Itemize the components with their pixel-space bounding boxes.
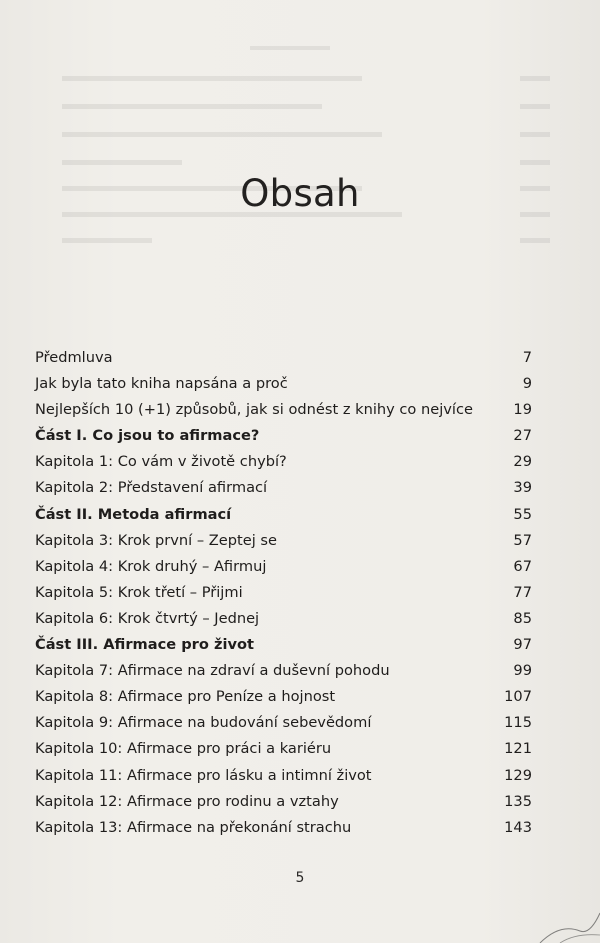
toc-entry-page: 99 xyxy=(513,662,532,680)
toc-entry-label: Kapitola 7: Afirmace na zdraví a duševní pohodu xyxy=(35,662,390,680)
table-of-contents xyxy=(35,345,532,841)
toc-entry-label: Nejlepších 10 (+1) způsobů, jak si odnést z knihy co nejvíce xyxy=(35,401,473,419)
toc-entry-page: 115 xyxy=(504,714,532,732)
toc-entry-label: Kapitola 2: Představení afirmací xyxy=(35,479,268,497)
toc-entry-page: 67 xyxy=(513,557,532,575)
toc-entry xyxy=(35,528,532,554)
toc-entry-label: Kapitola 13: Afirmace na překonání strachu xyxy=(35,818,352,836)
page-number: 5 xyxy=(295,870,305,886)
toc-entry xyxy=(35,606,532,632)
toc-entry-page: 77 xyxy=(513,583,532,601)
bleed-through-lines xyxy=(0,40,600,260)
toc-entry-page: 143 xyxy=(504,818,532,836)
toc-entry xyxy=(35,789,532,815)
toc-part-heading xyxy=(35,632,532,658)
toc-entry-page: 19 xyxy=(513,401,532,419)
toc-entry-page: 129 xyxy=(504,766,532,784)
toc-entry xyxy=(35,710,532,736)
toc-entry-label: Kapitola 6: Krok čtvrtý – Jednej xyxy=(35,609,260,627)
toc-entry xyxy=(35,449,532,475)
toc-entry-label: Předmluva xyxy=(35,349,113,366)
pen-scribble-mark xyxy=(520,883,600,943)
toc-entry-label: Kapitola 10: Afirmace pro práci a kariéru xyxy=(35,740,332,758)
toc-entry-page: 9 xyxy=(522,375,532,393)
toc-entry-page: 27 xyxy=(513,427,532,445)
toc-entry xyxy=(35,475,532,501)
toc-entry xyxy=(35,658,532,684)
toc-entry-label: Kapitola 8: Afirmace pro Peníze a hojnost xyxy=(35,688,336,706)
toc-entry-label: Část I. Co jsou to afirmace? xyxy=(35,427,260,445)
toc-entry-page: 39 xyxy=(513,479,532,497)
toc-entry-label: Jak byla tato kniha napsána a proč xyxy=(35,375,288,393)
toc-entry-page: 135 xyxy=(504,792,532,810)
toc-entry-label: Kapitola 11: Afirmace pro lásku a intimní život xyxy=(35,766,372,784)
toc-entry-label: Část II. Metoda afirmací xyxy=(35,505,232,523)
toc-entry xyxy=(35,397,532,423)
toc-entry-page: 121 xyxy=(504,740,532,758)
toc-entry-label: Kapitola 1: Co vám v životě chybí? xyxy=(35,453,287,471)
toc-entry xyxy=(35,554,532,580)
toc-entry xyxy=(35,736,532,762)
toc-entry-label: Kapitola 3: Krok první – Zeptej se xyxy=(35,531,277,549)
toc-entry-page: 57 xyxy=(513,531,532,549)
toc-entry xyxy=(35,580,532,606)
toc-entry-label: Kapitola 9: Afirmace na budování sebevědomí xyxy=(35,714,372,732)
toc-entry-label: Část III. Afirmace pro život xyxy=(35,636,254,654)
toc-entry-label: Kapitola 4: Krok druhý – Afirmuj xyxy=(35,557,267,575)
toc-entry-page: 7 xyxy=(522,349,532,366)
toc-entry xyxy=(35,684,532,710)
toc-part-heading xyxy=(35,502,532,528)
page-title: Obsah xyxy=(240,172,360,215)
toc-entry-label: Kapitola 5: Krok třetí – Přijmi xyxy=(35,583,243,601)
toc-entry-page: 55 xyxy=(513,505,532,523)
toc-entry xyxy=(35,345,532,371)
toc-entry-page: 85 xyxy=(513,609,532,627)
bleed-through xyxy=(0,40,600,260)
toc-entry-page: 107 xyxy=(504,688,532,706)
toc-entry xyxy=(35,371,532,397)
toc-entry-label: Kapitola 12: Afirmace pro rodinu a vztahy xyxy=(35,792,339,810)
toc-entry-page: 97 xyxy=(513,636,532,654)
toc-entry xyxy=(35,763,532,789)
toc-part-heading xyxy=(35,423,532,449)
toc-entry xyxy=(35,815,532,841)
toc-entry-page: 29 xyxy=(513,453,532,471)
